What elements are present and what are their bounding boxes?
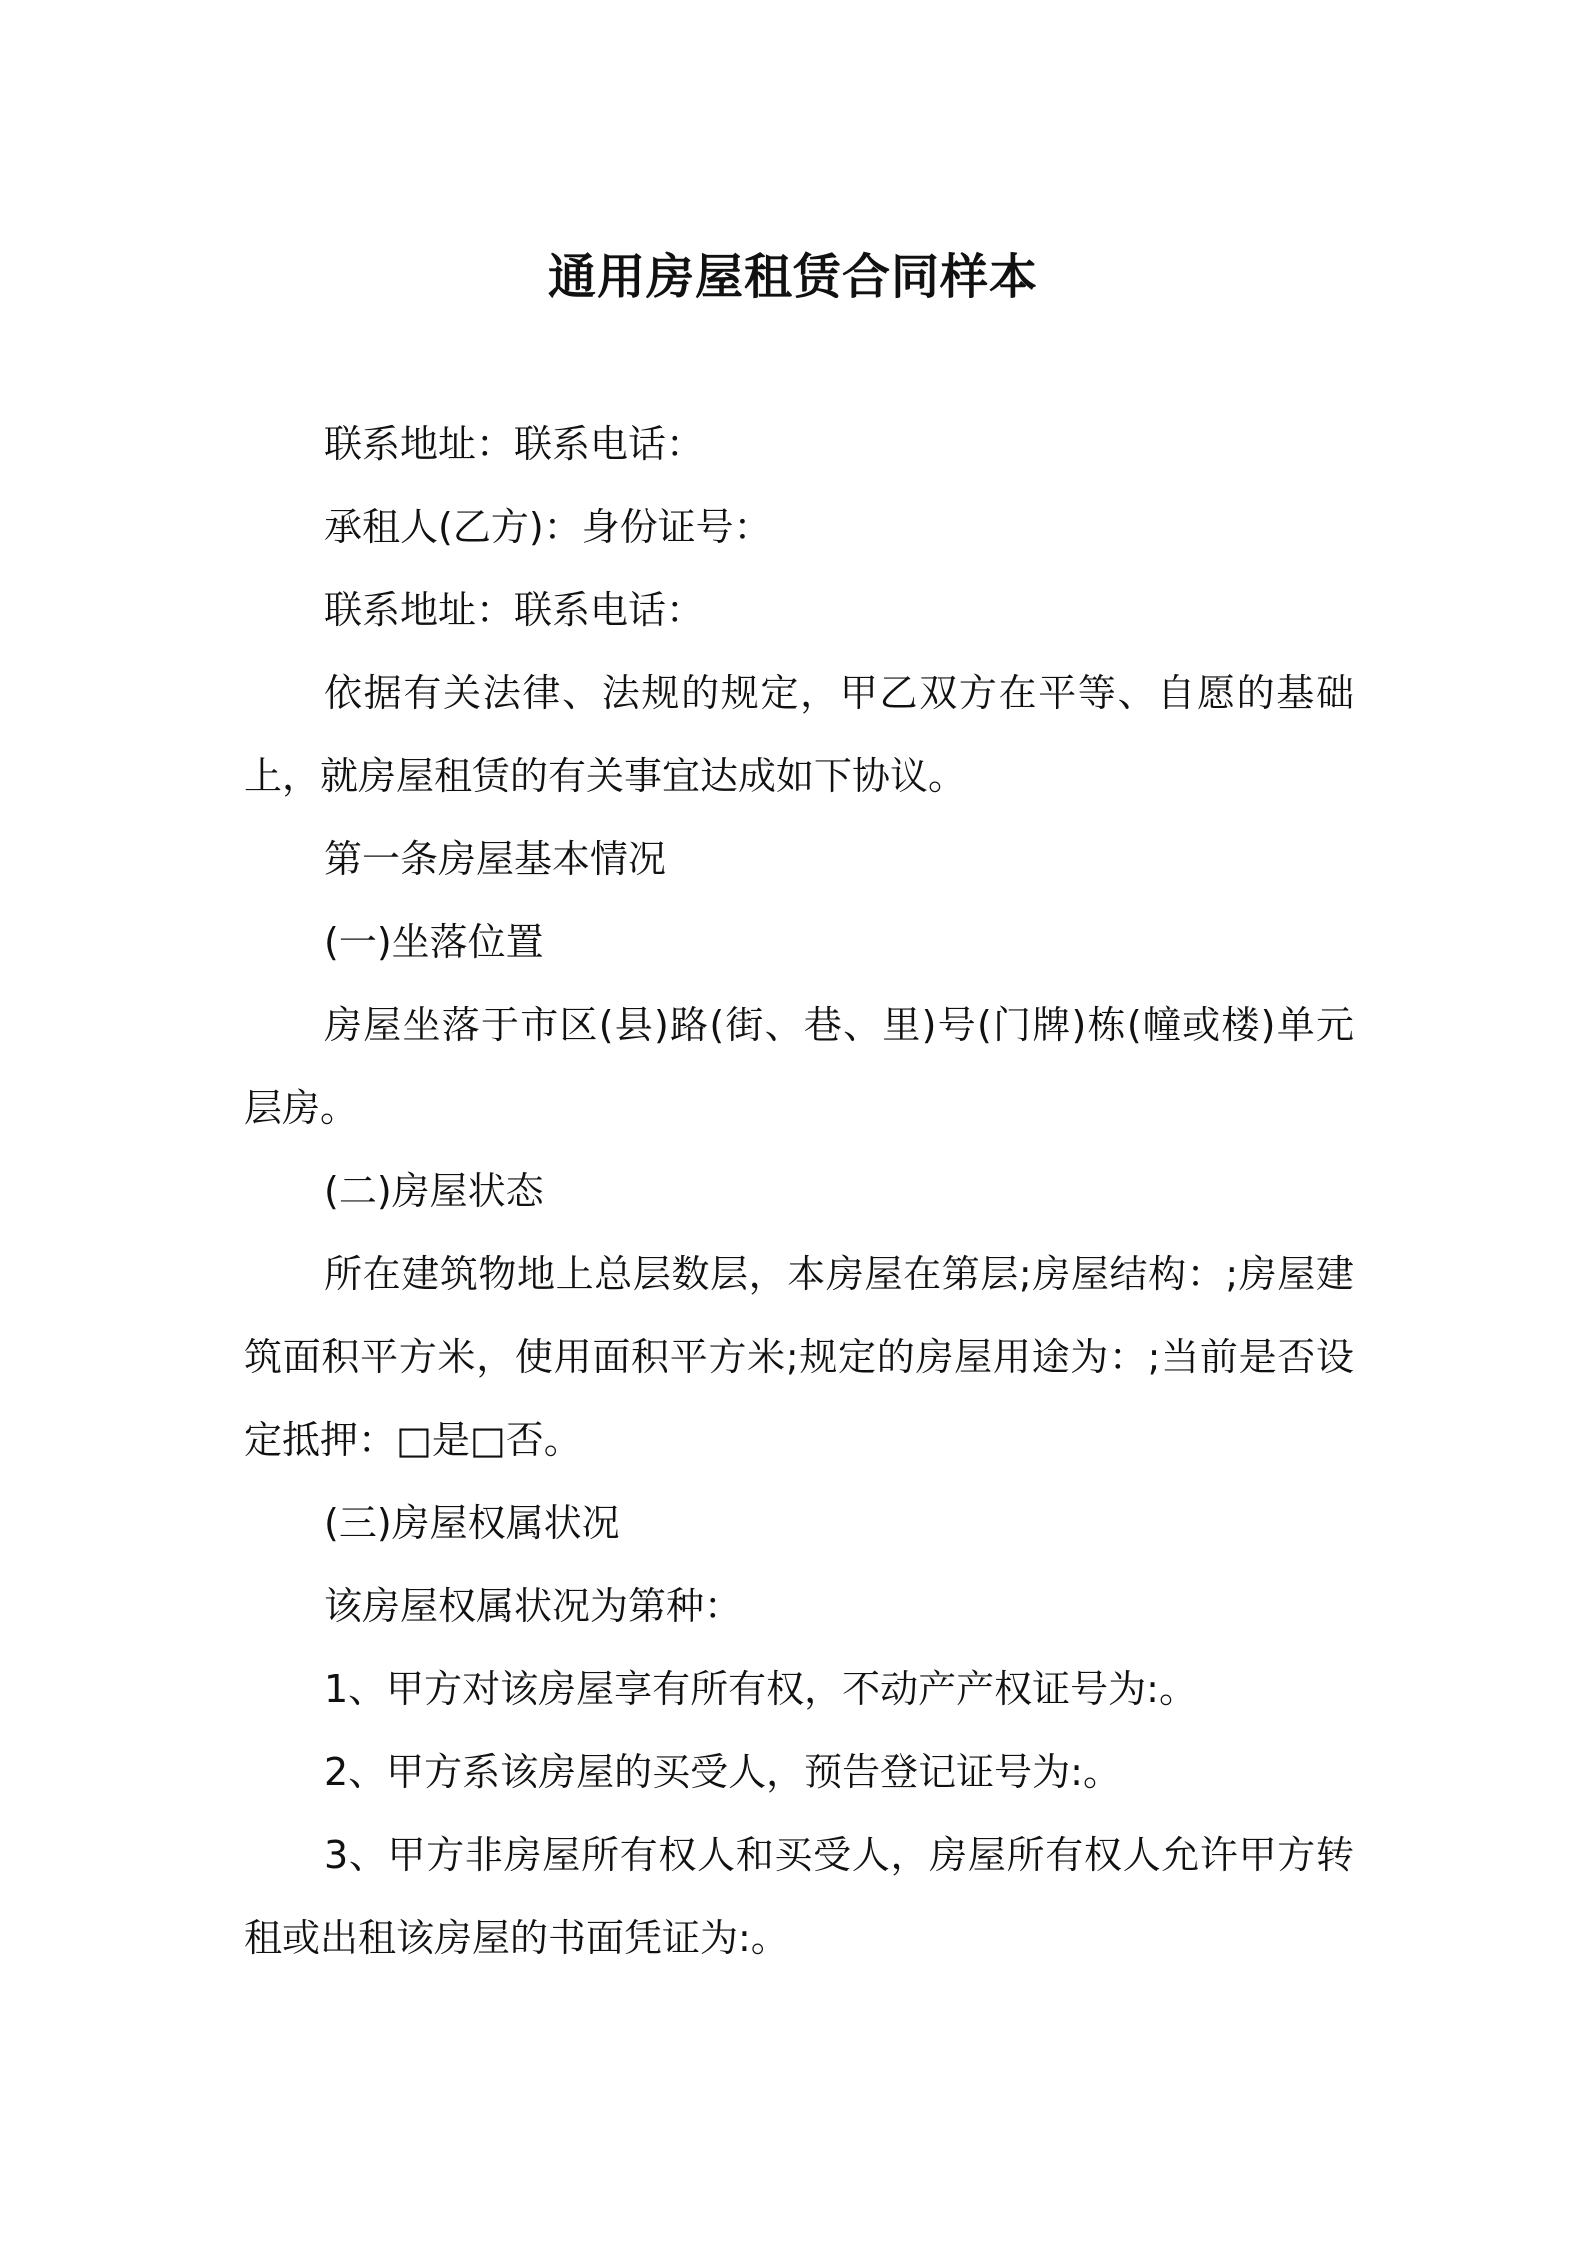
- paragraph-lessee-id: 承租人(乙方)：身份证号：: [324, 505, 772, 549]
- document-title: 通用房屋租赁合同样本: [547, 249, 1038, 306]
- paragraph-contact-address-2: 联系地址：联系电话：: [324, 588, 705, 632]
- document-body: [244, 403, 1354, 1980]
- subsection-heading-ownership: (三)房屋权属状况: [324, 1501, 620, 1545]
- subsection-heading-location: (一)坐落位置: [324, 920, 544, 964]
- list-item-ownership-2: 2、甲方系该房屋的买受人，预告登记证号为:。: [324, 1750, 1121, 1794]
- paragraph-agreement-basis: 依据有关法律、法规的规定，甲乙双方在平等、自愿的基础上，就房屋租赁的有关事宜达成如下协议。: [244, 671, 1354, 798]
- paragraph-contact-address-1: 联系地址：联系电话：: [324, 422, 705, 466]
- section-heading-article-1: 第一条房屋基本情况: [324, 837, 667, 881]
- list-item-ownership-3: 3、甲方非房屋所有权人和买受人，房屋所有权人允许甲方转租或出租该房屋的书面凭证为:。: [244, 1833, 1354, 1960]
- paragraph-ownership-type: 该房屋权属状况为第种：: [324, 1584, 743, 1628]
- paragraph-house-status-details: 所在建筑物地上总层数层，本房屋在第层;房屋结构：;房屋建筑面积平方米，使用面积平方米;规定的房屋用途为：;当前是否设定抵押：□是□否。: [244, 1252, 1354, 1462]
- subsection-heading-house-status: (二)房屋状态: [324, 1169, 544, 1213]
- list-item-ownership-1: 1、甲方对该房屋享有所有权，不动产产权证号为:。: [324, 1667, 1197, 1711]
- paragraph-location-details: 房屋坐落于市区(县)路(街、巷、里)号(门牌)栋(幢或楼)单元层房。: [244, 1003, 1354, 1130]
